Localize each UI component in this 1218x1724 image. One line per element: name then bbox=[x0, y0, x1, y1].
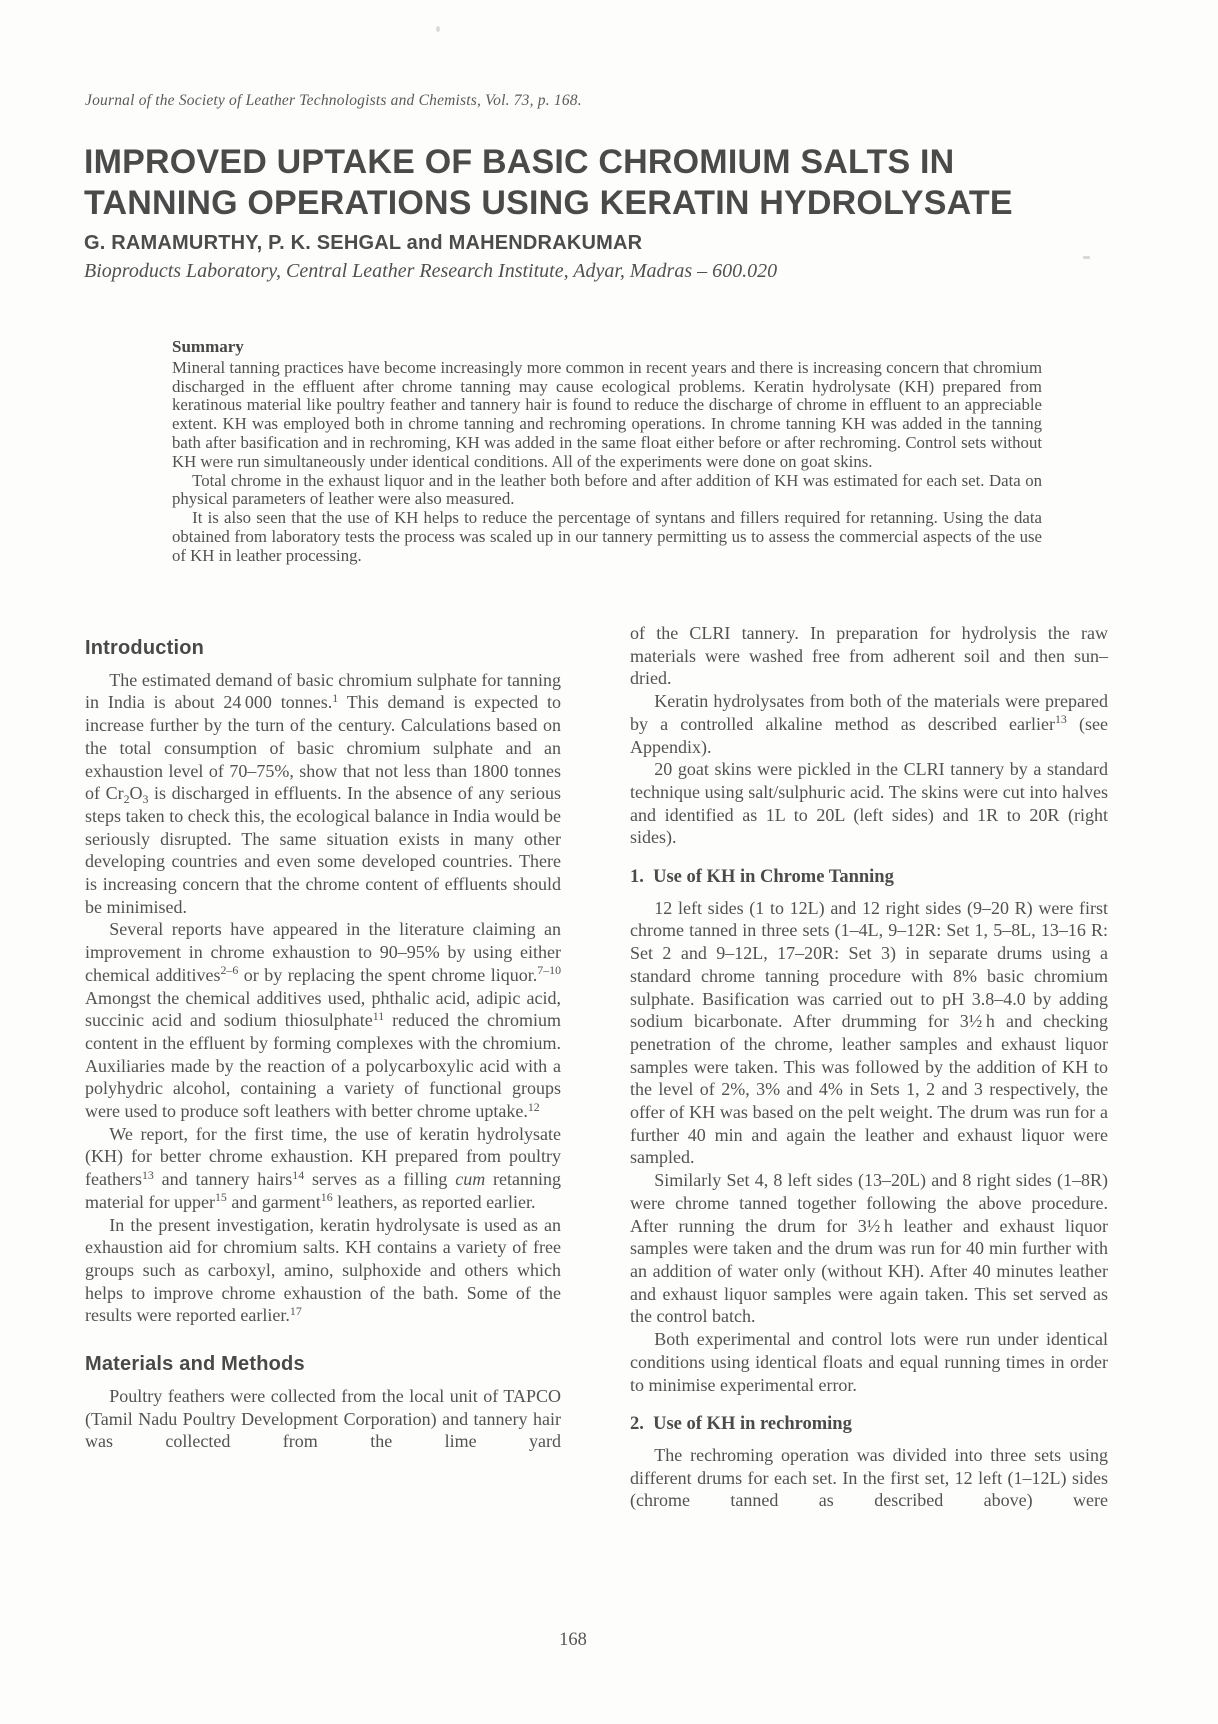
affiliation-line: Bioproducts Laboratory, Central Leather Research Institute, Adyar, Madras – 600.020 bbox=[84, 260, 778, 282]
paper-title-line1: IMPROVED UPTAKE OF BASIC CHROMIUM SALTS IN bbox=[84, 143, 955, 181]
paper-title-line2: TANNING OPERATIONS USING KERATIN HYDROLYSATE bbox=[84, 184, 1013, 222]
authors-line: G. RAMAMURTHY, P. K. SEHGAL and MAHENDRAKUMAR bbox=[84, 232, 643, 254]
paragraph: Mineral tanning practices have become increasingly more common in recent years and there is increasing concern that chromium discharged in the effluent after chrome tanning may cause ecological problems. Keratin hydrolysate (KH) prepared from keratinous material like poultry feather and tannery hair is found to reduce the discharge of chrome in effluent to an appreciable extent. KH was employed both in chrome tanning and rechroming operations. In chrome tanning KH was added in the tanning bath after basification and in rechroming, KH was added in the same float either before or after rechroming. Control sets without KH were run simultaneously under identical conditions. All of the experiments were done on goat skins. bbox=[172, 357, 1042, 471]
right-column bbox=[630, 622, 1108, 1512]
summary-section bbox=[172, 338, 1042, 566]
introduction-heading: Introduction bbox=[85, 637, 205, 659]
summary-heading: Summary bbox=[172, 337, 244, 356]
paper-title bbox=[84, 142, 1084, 224]
section1-heading: 1. Use of KH in Chrome Tanning bbox=[630, 867, 894, 888]
paragraph: Total chrome in the exhaust liquor and in the leather both before and after addition of KH was estimated for each set. Data on physical parameters of leather were also measured. bbox=[172, 470, 1042, 509]
scan-artifact-dot bbox=[436, 26, 440, 32]
materials-heading: Materials and Methods bbox=[85, 1353, 305, 1376]
section2-heading: 2. Use of KH in rechroming bbox=[630, 1414, 852, 1435]
paragraph: Similarly Set 4, 8 left sides (13–20L) and 8 right sides (1–8R) were chrome tanned together following the above procedure. After running the drum for 3½ h leather and exhaust liquor samples were taken and the drum was run for 40 min further with an addition of water only (without KH). After 40 minutes leather and exhaust liquor samples were again taken. This set served as the control batch. bbox=[630, 1170, 1108, 1327]
page-number: 168 bbox=[559, 1630, 587, 1650]
paragraph: The estimated demand of basic chromium sulphate for tanning in India is about 24 000 tonnes.$^1$ This demand is expected to increase further by the turn of the century. Calculations based on the total consumption of basic chromium sulphate and an exhaustion level of 70–75%, show that not less than 1800 tonnes of $Cr_2O_3$ is discharged in effluents. In the absence of any serious steps taken to check this, the ecological balance in India would be seriously disrupted. The same situation exists in many other developing countries and even some developed countries. There is increasing concern that the chrome content of effluents should be minimised. bbox=[85, 669, 561, 917]
paragraph: Both experimental and control lots were run under identical conditions using identical floats and equal running times in order to minimise experimental error. bbox=[630, 1329, 1108, 1395]
section1-paragraphs bbox=[630, 897, 1108, 1396]
introduction-paragraphs bbox=[85, 669, 561, 1327]
paragraph: Keratin hydrolysates from both of the materials were prepared by a controlled alkaline method as described earlier$^{13}$ (see Appendix). bbox=[630, 691, 1108, 757]
scan-artifact-mark bbox=[1083, 256, 1090, 259]
paragraph: It is also seen that the use of KH helps to reduce the percentage of syntans and fillers required for retanning. Using the data obtained from laboratory tests the process was scaled up in our tannery permitting us to assess the commercial aspects of the use of KH in leather processing. bbox=[172, 508, 1042, 565]
right-column-top-paragraphs bbox=[630, 622, 1108, 849]
summary-paragraphs bbox=[172, 359, 1042, 566]
paragraph: 12 left sides (1 to 12L) and 12 right sides (9–20 R) were first chrome tanned in three sets (1–4L, 9–12R: Set 1, 5–8L, 13–16 R: Set 2 and 9–12L, 17–20R: Set 3) in separate drums using a standard chrome tanning procedure with 8% basic chromium sulphate. Basification was carried out to pH 3.8–4.0 by adding sodium bicarbonate. After drumming for 3½ h and checking penetration of the chrome, leather samples and exhaust liquor samples were taken. This was followed by the addition of KH to the level of 2%, 3% and 4% in Sets 1, 2 and 3 respectively, the offer of KH was based on the pelt weight. The drum was run for a further 40 min and again the leather and exhaust liquor were sampled. bbox=[630, 897, 1108, 1168]
paragraph: 20 goat skins were pickled in the CLRI tannery by a standard technique using salt/sulphuric acid. The skins were cut into halves and identified as 1L to 20L (left sides) and 1R to 20R (right sides). bbox=[630, 759, 1108, 848]
left-column bbox=[85, 622, 561, 1453]
section2-paragraphs bbox=[630, 1444, 1108, 1512]
paragraph: The rechroming operation was divided into three sets using different drums for each set. In the first set, 12 left (1–12L) sides (chrome tanned as described above) were bbox=[630, 1444, 1108, 1511]
paragraph: Several reports have appeared in the literature claiming an improvement in chrome exhaustion to 90–95% by using either chemical additives$^{2-6}$ or by replacing the spent chrome liquor.$^{7-10}$ Amongst the chemical additives used, phthalic acid, adipic acid, succinic acid and sodium thiosulphate$^{11}$ reduced the chromium content in the effluent by forming complexes with the chromium. Auxiliaries made by the reaction of a polycarboxylic acid with a polyhydric alcohol, containing a variety of functional groups were used to produce soft leathers with better chrome uptake.$^{12}$ bbox=[85, 919, 562, 1122]
materials-paragraphs bbox=[85, 1385, 561, 1453]
paragraph: In the present investigation, keratin hydrolysate is used as an exhaustion aid for chromium salts. KH contains a variety of free groups such as carboxyl, amino, sulphoxide and others which helps to improve chrome exhaustion of the bath. Some of the results were reported earlier.$^{17}$ bbox=[85, 1214, 561, 1326]
paragraph: We report, for the first time, the use of keratin hydrolysate (KH) for better chrome exhaustion. KH prepared from poultry feathers$^{13}$ and tannery hairs$^{14}$ serves as a filling cum retanning material for upper$^{15}$ and garment$^{16}$ leathers, as reported earlier. bbox=[85, 1123, 561, 1212]
journal-citation-line: Journal of the Society of Leather Technologists and Chemists, Vol. 73, p. 168. bbox=[85, 92, 582, 109]
paragraph: of the CLRI tannery. In preparation for hydrolysis the raw materials were washed free from adherent soil and then sun–dried. bbox=[630, 623, 1108, 689]
paragraph: Poultry feathers were collected from the local unit of TAPCO (Tamil Nadu Poultry Development Corporation) and tannery hair was collected from the lime yard bbox=[85, 1385, 561, 1452]
